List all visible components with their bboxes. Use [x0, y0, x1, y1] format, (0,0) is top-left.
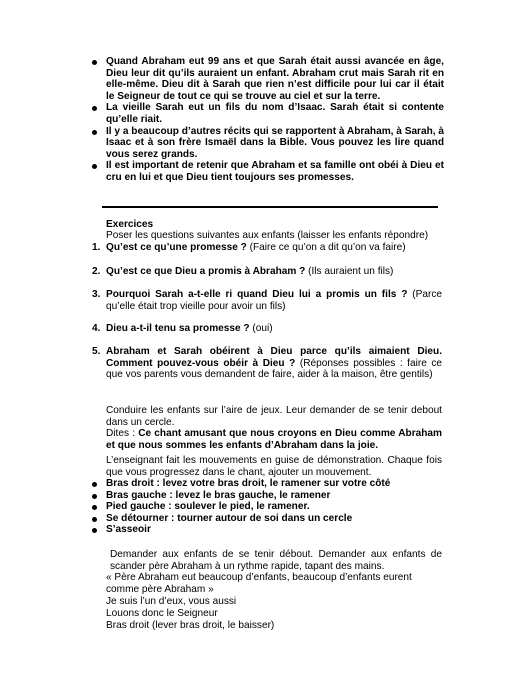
bullet-item: La vieille Sarah eut un fils du nom d’Isaac. Sarah était si contente qu’elle riait.	[92, 102, 444, 125]
exercises-title: Exercices	[106, 219, 154, 230]
exercises-intro: Poser les questions suivantes aux enfants (laisser les enfants répondre)	[106, 230, 429, 241]
question-2: Qu’est ce que Dieu a promis à Abraham ? (Ils auraient un fils)	[106, 266, 394, 277]
game-dites: Dites : Ce chant amusant que nous croyons en Dieu comme Abraham et que nous sommes les enfants d’Abraham dans la joie.	[106, 428, 442, 451]
song-line: Bras droit (lever bras droit, le baisser)	[106, 620, 275, 631]
song-line: Louons donc le Seigneur	[106, 608, 218, 619]
bullet-dot-icon	[92, 60, 97, 65]
teacher-demo-text: L’enseignant fait les mouvements en guise de démonstration. Chaque fois que vous progressez dans le chant, ajouter un mouvement.	[106, 455, 442, 478]
question-number: 1.	[92, 242, 101, 253]
movement-item: Pied gauche : soulever le pied, le ramener.	[92, 501, 442, 513]
question-number: 2.	[92, 266, 101, 277]
bullet-item: Il est important de retenir que Abraham et sa famille ont obéi à Dieu et cru en lui et que Dieu tient toujours ses promesses.	[92, 160, 444, 183]
bullet-dot-icon	[92, 130, 97, 135]
song-line: « Père Abraham eut beaucoup d’enfants, beaucoup d’enfants eurent comme père Abraham »	[106, 572, 412, 595]
bullet-dot-icon	[92, 164, 97, 169]
section-divider	[102, 206, 438, 208]
movement-item: Bras droit : levez votre bras droit, le ramener sur votre côté	[92, 478, 442, 490]
game-instructions: Conduire les enfants sur l’aire de jeux. Leur demander de se tenir debout dans un cercle.	[106, 405, 442, 428]
summary-bullet-list	[92, 56, 444, 184]
bullet-item: Il y a beaucoup d’autres récits qui se rapportent à Abraham, à Sarah, à Isaac et à son frère Ismaël dans la Bible. Vous pouvez les lire quand vous serez grands.	[92, 126, 444, 161]
movements-list	[92, 478, 442, 536]
question-3: Pourquoi Sarah a-t-elle ri quand Dieu lui a promis un fils ? (Parce qu’elle était trop vieille pour avoir un fils)	[106, 289, 442, 312]
bullet-dot-icon	[92, 528, 97, 533]
song-intro: Demander aux enfants de se tenir débout. Demander aux enfants de scander père Abraham à un rythme rapide, tapant des mains.	[110, 549, 442, 572]
bullet-dot-icon	[92, 505, 97, 510]
bullet-item: Quand Abraham eut 99 ans et que Sarah était aussi avancée en âge, Dieu leur dit qu’ils auraient un enfant. Abraham crut mais Sarah rit en elle-même. Dieu dit à Sarah que rien n’est difficile pour lui car il était le Seigneur de tout ce qui se trouve au ciel et sur la terre.	[92, 56, 444, 102]
question-number: 3.	[92, 289, 101, 300]
question-number: 5.	[92, 346, 101, 357]
question-number: 4.	[92, 323, 101, 334]
movement-item: Se détourner : tourner autour de soi dans un cercle	[92, 513, 442, 525]
bullet-dot-icon	[92, 517, 97, 522]
question-4: Dieu a-t-il tenu sa promesse ? (oui)	[106, 323, 273, 334]
song-line: Je suis l’un d’eux, vous aussi	[106, 596, 237, 607]
bullet-dot-icon	[92, 482, 97, 487]
bullet-dot-icon	[92, 106, 97, 111]
movement-item: S’asseoir	[92, 524, 442, 536]
movement-item: Bras gauche : levez le bras gauche, le ramener	[92, 490, 442, 502]
bullet-dot-icon	[92, 494, 97, 499]
question-5: Abraham et Sarah obéirent à Dieu parce qu’ils aimaient Dieu. Comment pouvez-vous obéir à Dieu ? (Réponses possibles : faire ce que vos parents vous demandent de faire, aider à la maison, être gentils)	[106, 346, 443, 381]
question-1: Qu’est ce qu’une promesse ? (Faire ce qu’on a dit qu’on va faire)	[106, 242, 406, 253]
